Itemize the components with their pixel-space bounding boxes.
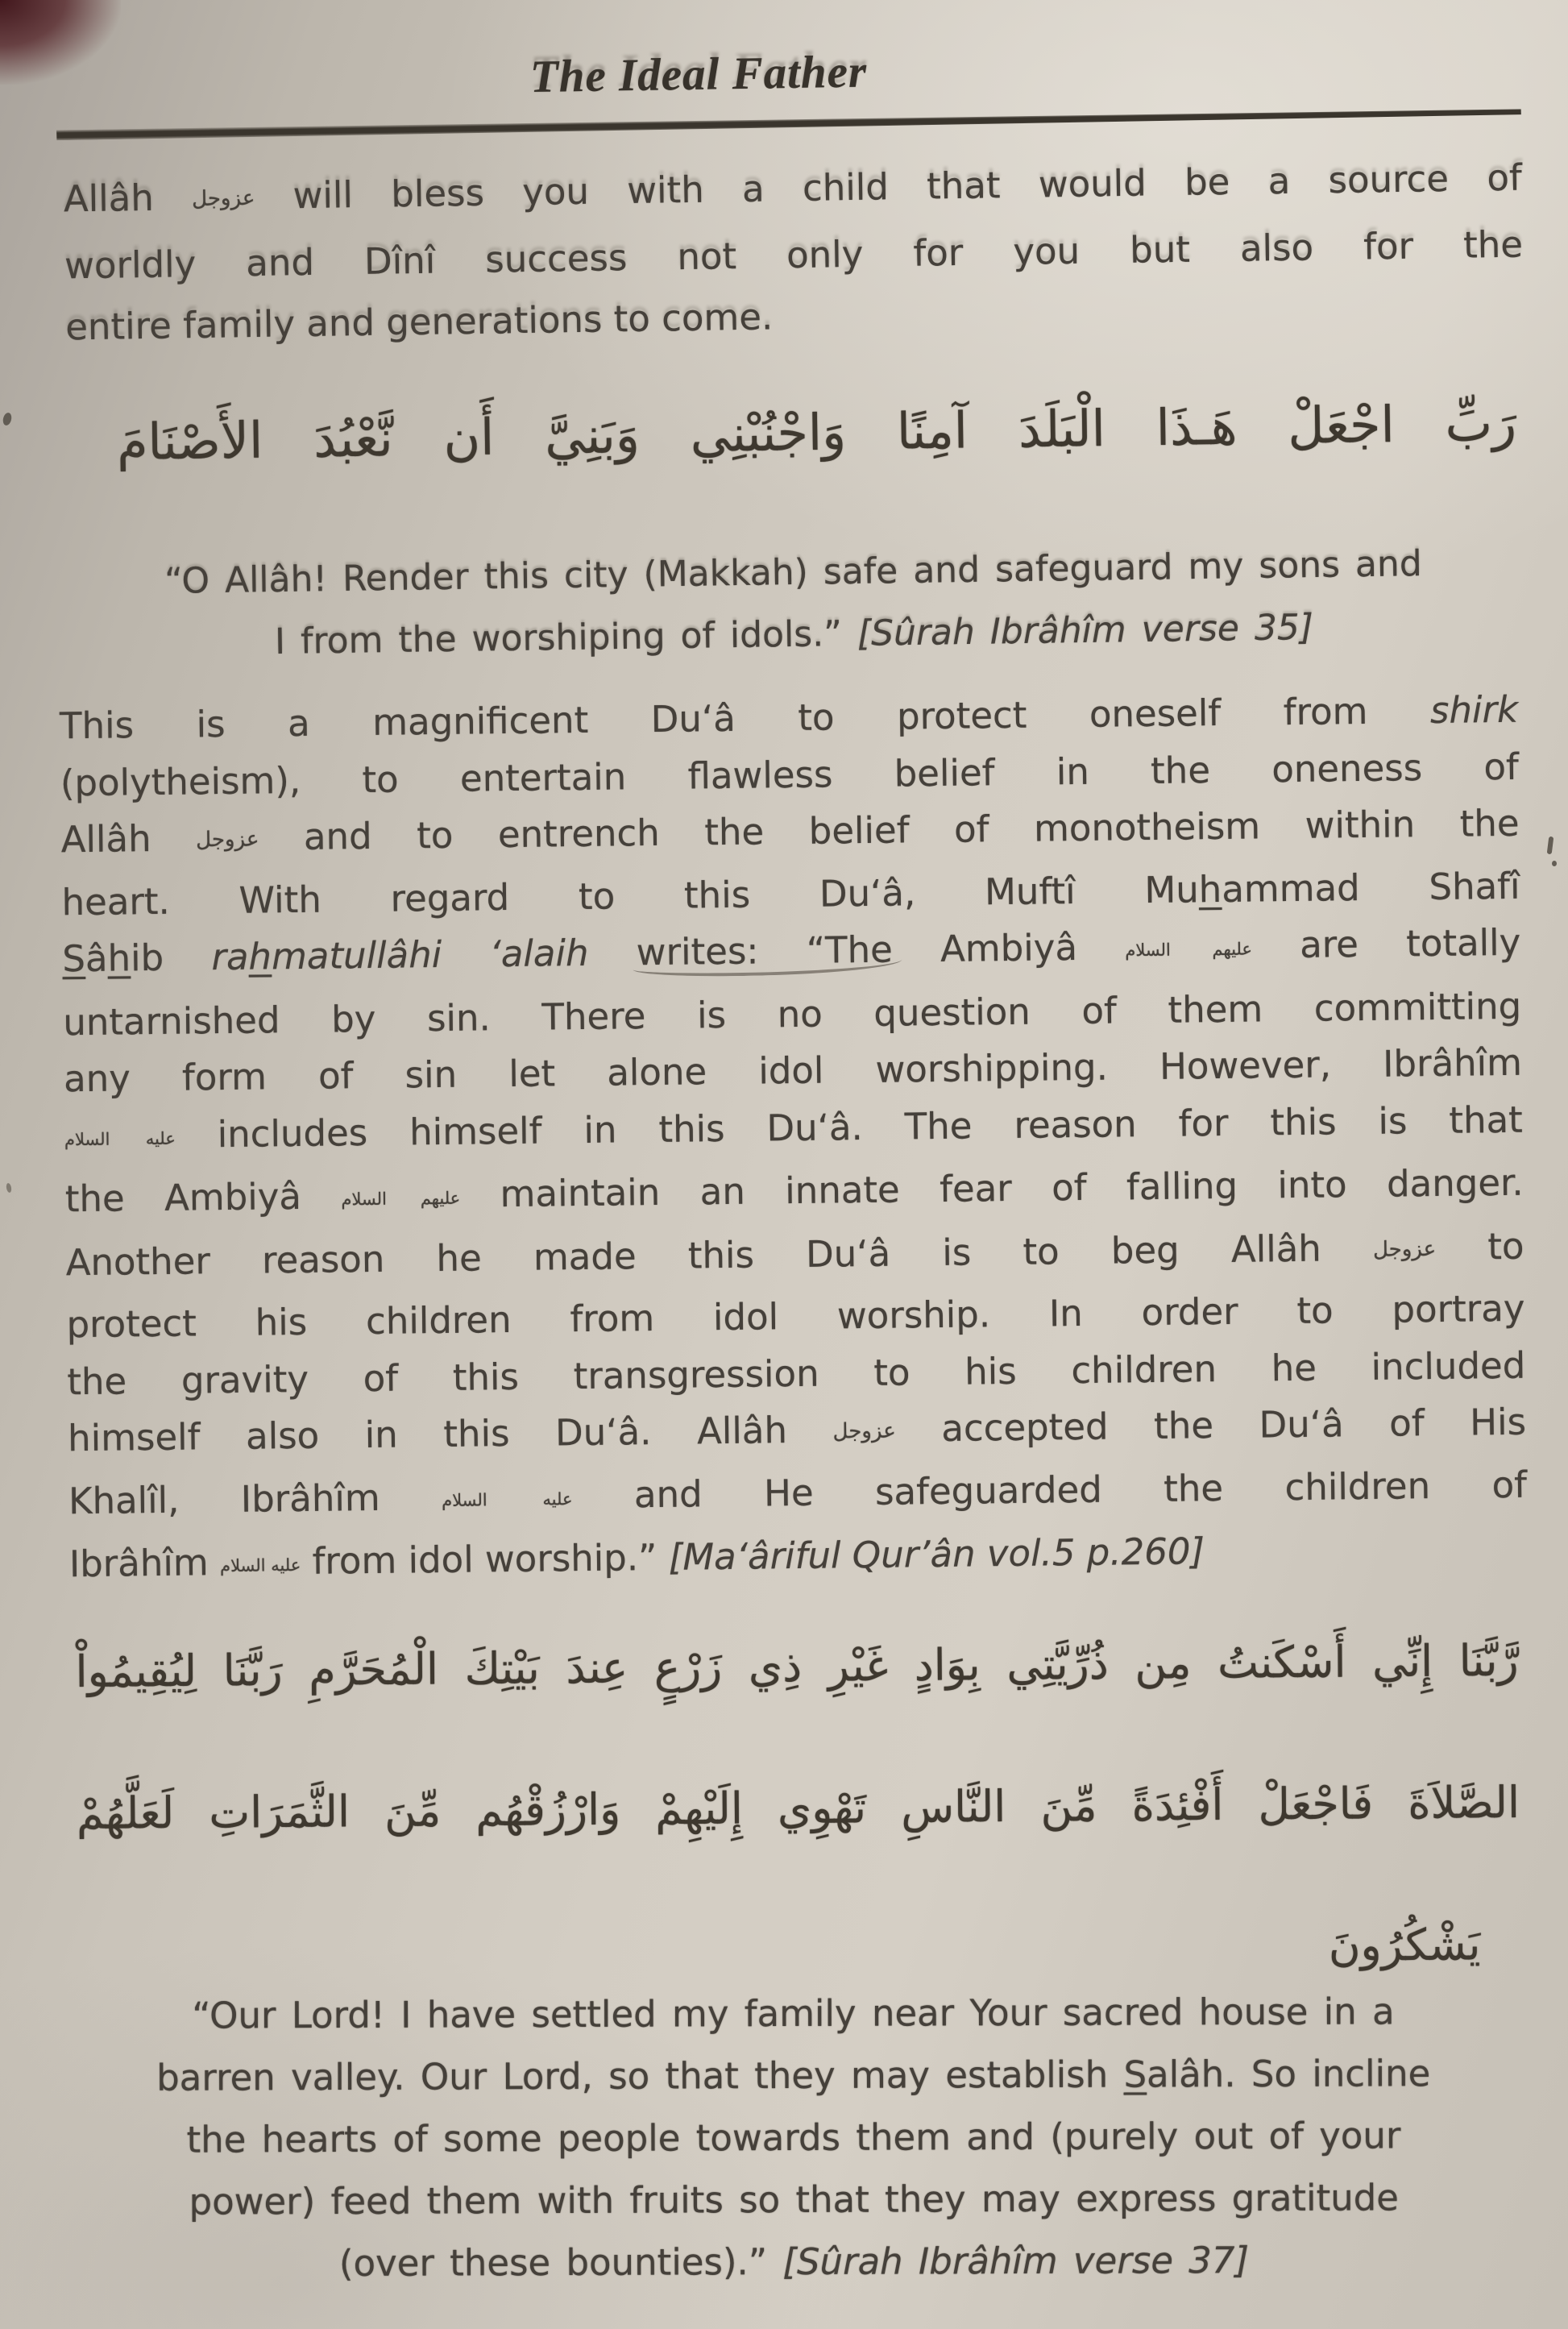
- margin-exclamation-dot: [1552, 861, 1557, 866]
- honorific-alayhissalam-icon: عليه السلام: [442, 1488, 573, 1510]
- text-segment: worldly and Dînî success not only for you but also for the: [64, 222, 1524, 288]
- text-segment: matullâhi ‘alaih: [271, 931, 637, 978]
- honorific-alayhissalam-icon: عليه السلام: [64, 1128, 176, 1149]
- text-segment: h: [107, 936, 131, 980]
- text-segment: includes himself in this Du‘â. The reason for this is that: [175, 1098, 1524, 1156]
- text-segment: accepted the Du‘â of His: [895, 1400, 1527, 1451]
- text-segment: the gravity of this transgression to his children he included: [67, 1343, 1526, 1403]
- text-segment: [Sûrah Ibrâhîm verse 35]: [857, 606, 1314, 654]
- text-line: [76, 1732, 1520, 1885]
- text-line: [75, 1590, 1519, 1743]
- text-segment: ammad Shafî: [1221, 864, 1520, 911]
- text-segment: h: [1198, 867, 1222, 911]
- page-title: The Ideal Father: [529, 46, 868, 103]
- text-segment: h: [248, 935, 272, 978]
- text-segment: [Sûrah Ibrâhîm verse 37]: [782, 2239, 1250, 2284]
- text-segment: S: [1123, 2053, 1147, 2096]
- text-segment: Khalîl, Ibrâhîm: [68, 1475, 442, 1522]
- text-segment: barren valley. Our Lord, so that they may establish: [156, 2053, 1124, 2099]
- text-segment: and He safeguarded the children of: [572, 1463, 1528, 1517]
- text-segment: shirk: [1429, 687, 1519, 733]
- text-segment: maintain an innate fear of falling into danger.: [459, 1160, 1524, 1216]
- text-line: [64, 2228, 1523, 2295]
- quran-verse-37-arabic: [75, 1590, 1521, 2027]
- text-segment: This is a magnificent Du‘â to protect oneself from: [59, 689, 1431, 748]
- text-segment: “O Allâh! Render this city (Makkah) safe and safeguard my sons and: [164, 543, 1423, 602]
- honorific-alayhissalam-icon: عليهم السلام: [1125, 939, 1253, 961]
- translation-verse-37: [64, 1980, 1523, 2295]
- text-segment: رَبِّ اجْعَلْ هَـذَا الْبَلَدَ آمِنًا وَاجْنُبْنِي وَبَنِيَّ أَن نَّعْبُدَ الأَصْنَامَ: [116, 392, 1517, 472]
- text-segment: Allâh: [60, 816, 197, 861]
- text-segment: “Our Lord! I have settled my family near Your sacred house in a: [192, 1990, 1395, 2037]
- title-rule: [56, 107, 1521, 141]
- text-segment: to: [1435, 1224, 1524, 1268]
- text-segment: [Ma‘âriful Qur’ân vol.5 p.260]: [668, 1530, 1205, 1579]
- text-line: [116, 363, 1517, 503]
- honorific-azzawajal-icon: عزوجل: [832, 1418, 896, 1444]
- text-segment: writes:: [636, 929, 759, 974]
- text-line: [64, 1980, 1522, 2047]
- text-segment: يَشْكُرُونَ: [1328, 1919, 1481, 1971]
- text-segment: الصَّلاَةَ فَاجْعَلْ أَفْئِدَةً مِّنَ النَّاسِ تَهْوِي إِلَيْهِمْ وَارْزُقْهُم مِّنَ الثَّمَرَاتِ لَعَلَّهُمْ: [76, 1776, 1520, 1840]
- text-line: [64, 2042, 1523, 2109]
- commentary-paragraph: [60, 682, 1529, 1600]
- text-segment: and to entrench the belief of monotheism within the: [259, 801, 1520, 859]
- text-segment: are totally: [1251, 920, 1521, 967]
- text-line: [64, 2166, 1523, 2233]
- text-segment: ra: [211, 935, 249, 979]
- honorific-azzawajal-icon: عزوجل: [1372, 1236, 1437, 1262]
- text-segment: himself also in this Du‘â. Allâh: [67, 1408, 833, 1460]
- ink-speck: [2, 412, 13, 426]
- ink-speck: [6, 1183, 12, 1194]
- text-segment: the Ambiyâ: [64, 1174, 342, 1221]
- honorific-alayhissalam-icon: عليه السلام: [219, 1555, 301, 1576]
- text-segment: Ibrâhîm: [68, 1541, 221, 1586]
- text-segment: (polytheism), to entertain flawless belief in the oneness of: [60, 745, 1520, 804]
- text-segment: S: [62, 936, 86, 981]
- text-segment: رَّبَّنَا إِنِّي أَسْكَنتُ مِن ذُرِّيَّتِي بِوَادٍ غَيْرِ ذِي زَرْعٍ عِندَ بَيْتِكَ الْمُحَرَّمِ رَبَّنَا لِيُقِيمُواْ: [75, 1634, 1519, 1698]
- text-segment: protect his children from idol worship. In order to portray: [66, 1286, 1525, 1347]
- translation-verse-35: [64, 531, 1524, 675]
- text-segment: heart. With regard to this Du‘â, Muftî Mu: [61, 867, 1200, 924]
- text-line: [64, 2104, 1523, 2171]
- text-segment: will bless you with a child that would be a source of: [254, 156, 1523, 218]
- text-segment: Another reason he made this Du‘â is to beg Allâh: [65, 1226, 1374, 1284]
- text-segment: any form of sin let alone idol worshipping. However, Ibrâhîm: [63, 1040, 1523, 1101]
- text-segment: entire family and generations to come.: [64, 295, 774, 349]
- text-segment: power) feed them with fruits so that they may express gratitude: [189, 2176, 1400, 2223]
- text-segment: untarnished by sin. There is no question of them committing: [62, 984, 1522, 1044]
- text-segment: ib: [130, 936, 212, 980]
- text-segment: the hearts of some people towards them and (purely out of your: [186, 2114, 1401, 2161]
- text-segment: alâh. So incline: [1146, 2052, 1431, 2096]
- text-segment: I from the worshiping of idols.”: [274, 612, 858, 662]
- honorific-azzawajal-icon: عزوجل: [196, 827, 259, 853]
- paragraph-intro: [63, 147, 1524, 359]
- text-segment: from idol worship.”: [300, 1535, 670, 1583]
- text-segment: Allâh: [63, 176, 193, 221]
- honorific-azzawajal-icon: عزوجل: [191, 185, 255, 212]
- text-segment: â: [85, 936, 108, 980]
- quran-verse-35-arabic: [116, 363, 1517, 503]
- honorific-alayhissalam-icon: عليهم السلام: [341, 1188, 461, 1210]
- text-segment: “The Ambiyâ: [758, 925, 1126, 973]
- margin-exclamation-mark: [1547, 837, 1554, 855]
- text-segment: (over these bounties).”: [338, 2240, 783, 2285]
